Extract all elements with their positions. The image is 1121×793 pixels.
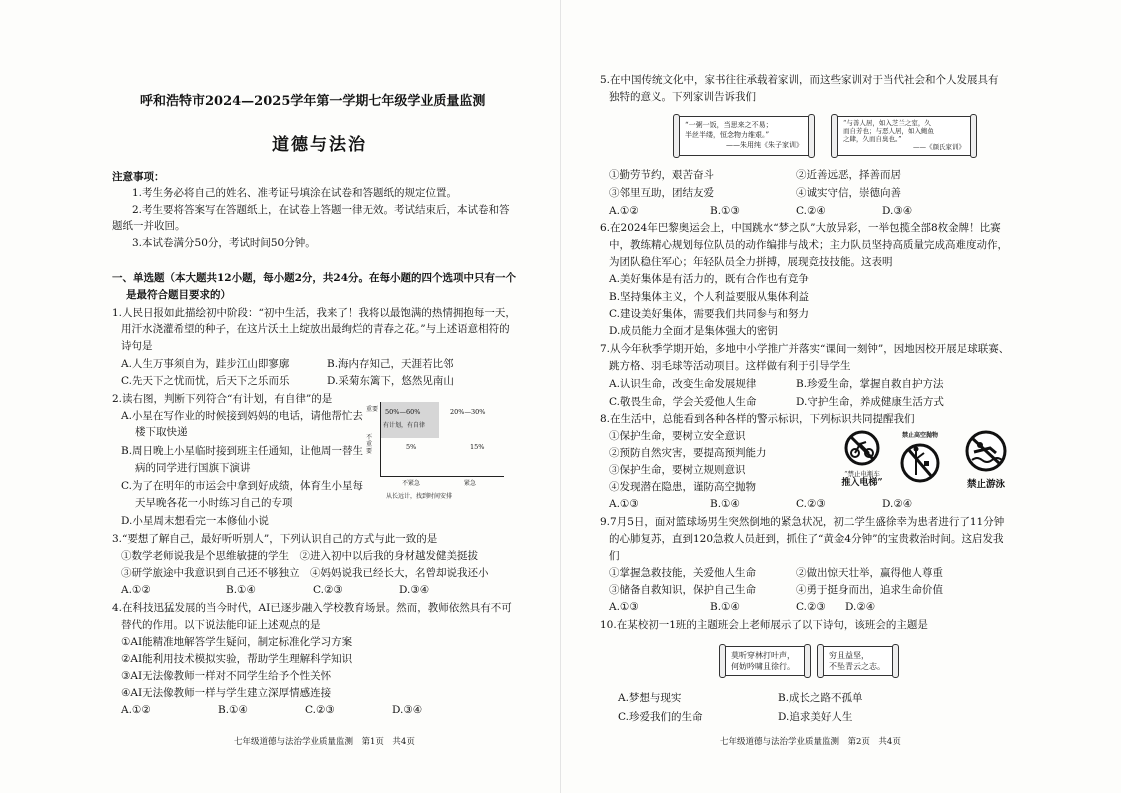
q9-item-1: ①掌握急救技能，关爱他人生命 bbox=[609, 567, 756, 579]
family-motto-scroll-2 bbox=[836, 116, 972, 156]
q3-items: ①数学老师说我是个思维敏捷的学生 ②进入初中以后我的身材越发健美挺拔 bbox=[121, 550, 478, 562]
q10-option-b: B.成长之路不孤单 bbox=[778, 692, 863, 704]
q1-stem: 1.人民日报如此描绘初中阶段：“初中生活，我来了！我将以最饱满的热情拥抱每一天， bbox=[112, 307, 516, 319]
q7-option-d: D.守护生命，养成健康生活方式 bbox=[796, 396, 944, 408]
q4-item: ①AI能精准地解答学生疑问，制定标准化学习方案 bbox=[121, 636, 353, 648]
q1-option-a: A.人生万事须自为，跬步江山即寥廓 bbox=[121, 358, 290, 370]
q2-option-b: B.周日晚上小星临时接到班主任通知，让他周一替生 bbox=[121, 445, 364, 457]
cell-br: 15% bbox=[470, 443, 485, 451]
time-quadrant-figure bbox=[366, 398, 508, 490]
sign-3-label: 禁止游泳 bbox=[966, 479, 1005, 490]
q9-stem: 们 bbox=[609, 550, 620, 562]
q2-option-d: D.小星周末想看完一本修仙小说 bbox=[121, 515, 269, 527]
scroll-text: “与善人居，如入芝兰之室，久 bbox=[843, 119, 931, 127]
q2-option-c-cont: 天早晚各花一小时练习自己的专项 bbox=[135, 497, 293, 509]
q5-option-a: A.①② bbox=[609, 205, 639, 217]
poem-line: 莫听穿林打叶声， bbox=[731, 651, 795, 660]
y-axis-label: 重要 bbox=[366, 406, 379, 413]
q1-option-b: B.海内存知己，天涯若比邻 bbox=[327, 358, 454, 370]
q3-items: ③研学旅途中我意识到自己还不够独立 ④妈妈说我已经长大，名曾却说我还小 bbox=[121, 567, 489, 579]
poem-scroll-1 bbox=[724, 646, 806, 676]
x-axis bbox=[380, 476, 504, 477]
q1-stem: 用汗水浇灌希望的种子，在这片沃土上绽放出最绚烂的青春之花。”与上述语意相符的 bbox=[121, 323, 510, 335]
page-footer: 七年级道德与法治学业质量监测 第2页 共4页 bbox=[720, 737, 901, 747]
exam-title: 呼和浩特市2024—2025学年第一学期七年级学业质量监测 bbox=[140, 94, 486, 109]
scroll-text: 而自芳也；与恶人居，如入鲍鱼 bbox=[843, 127, 934, 135]
q4-item: ④AI无法像教师一样与学生建立深厚情感连接 bbox=[121, 687, 332, 699]
q4-item: ③AI无法像教师一样对不同学生给予个性关怀 bbox=[121, 670, 332, 682]
q5-option-d: D.③④ bbox=[882, 205, 913, 217]
sign-no-swimming bbox=[950, 430, 1022, 488]
notice-line: 3.本试卷满分50分，考试时间50分钟。 bbox=[132, 237, 316, 249]
q4-stem: 4.在科技迅猛发展的当今时代，AI已逐步融入学校教育场景。然而，教师依然具有不可 bbox=[112, 602, 512, 614]
q2-option-a: A.小星在写作业的时候接到妈妈的电话，请他帮忙去 bbox=[121, 410, 363, 422]
q4-stem: 替代的作用。以下说法能印证上述观点的是 bbox=[121, 619, 321, 631]
y-axis-label-2: 不重要 bbox=[366, 434, 373, 455]
q8-item: ④发现潜在隐患，谨防高空抛物 bbox=[609, 481, 756, 493]
q2-option-b-cont: 病的同学进行国旗下演讲 bbox=[135, 462, 251, 474]
cell-bl: 5% bbox=[406, 443, 417, 451]
q8-option-a: A.①③ bbox=[609, 498, 639, 510]
q10-option-d: D.追求美好人生 bbox=[778, 711, 853, 723]
q8-option-b: B.①④ bbox=[710, 498, 740, 510]
q4-option-b: B.①④ bbox=[218, 704, 248, 716]
q6-option-b: B.坚持集体主义，个人利益要服从集体利益 bbox=[609, 291, 810, 303]
scroll-source: ——《颜氏家训》 bbox=[913, 143, 965, 151]
figure-caption: 从长远计，找到时间安排 bbox=[386, 493, 453, 500]
q8-item: ①保护生命，要树立安全意识 bbox=[609, 430, 746, 442]
page-footer: 七年级道德与法治学业质量监测 第1页 共4页 bbox=[234, 737, 415, 747]
q3-option-c: C.②③ bbox=[313, 584, 343, 596]
q5-stem: 5.在中国传统文化中，家书往往承载着家训，而这些家训对于当代社会和个人发展具有 bbox=[600, 74, 999, 86]
page-2 bbox=[560, 0, 1121, 793]
q3-stem: 3.“要想了解自己，最好听听别人”，下列认识自己的方式与此一致的是 bbox=[112, 533, 438, 545]
q1-option-c: C.先天下之忧而忧，后天下之乐而乐 bbox=[121, 375, 290, 387]
q6-stem: 为团队稳住军心；年轻队员全力拼搏，展现竞技技能。这表明 bbox=[609, 256, 893, 268]
q7-stem: 跳方格、羽毛球等活动项目。这样做有利于引导学生 bbox=[609, 360, 851, 372]
q7-option-c: C.敬畏生命，学会关爱他人生命 bbox=[609, 396, 757, 408]
q6-option-c: C.建设美好集体，需要我们共同参与和努力 bbox=[609, 308, 809, 320]
q3-option-d: D.③④ bbox=[399, 584, 430, 596]
q9-stem: 的心肺复苏，直到120急救人员赶到，抓住了“黄金4分钟”的宝贵救治时间。这启发我 bbox=[609, 533, 1004, 545]
scroll-text: 之肆，久而自臭也。” bbox=[843, 135, 902, 143]
q5-item-2: ②近善远恶，择善而居 bbox=[796, 169, 901, 181]
q10-option-c: C.珍爱我们的生命 bbox=[618, 711, 703, 723]
poem-scroll-2 bbox=[822, 646, 894, 676]
q5-item-1: ①勤劳节约，艰苦奋斗 bbox=[609, 169, 714, 181]
q9-stem: 9.7月5日，面对篮球场男生突然倒地的紧急状况，初二学生盛徐幸为患者进行了11分钟 bbox=[600, 516, 1005, 528]
no-swimming-icon bbox=[950, 430, 1022, 472]
sign-text-2: 推入电梯” bbox=[841, 478, 883, 488]
q9-option-a: A.①③ bbox=[609, 601, 639, 613]
q7-option-a: A.认识生命，改变生命发展规律 bbox=[609, 378, 757, 390]
cell-tl-note: 有计划，有自律 bbox=[383, 422, 426, 429]
q9-item-3: ③储备自救知识，保护自己生命 bbox=[609, 584, 756, 596]
q1-option-d: D.采菊东篱下，悠然见南山 bbox=[327, 375, 454, 387]
q2-option-c: C.为了在明年的市运会中拿到好成绩，体育生小星每 bbox=[121, 480, 363, 492]
q5-option-c: C.②④ bbox=[796, 205, 826, 217]
q2-stem: 2.读右图，判断下列符合“有计划，有自律”的是 bbox=[112, 393, 333, 405]
notice-heading: 注意事项： bbox=[112, 171, 165, 183]
q6-stem: 中，教练精心规划每位队员的动作编排与战术；主力队员坚持高质量完成高难度动作， bbox=[609, 239, 1008, 251]
cell-tl: 50%—60% bbox=[385, 408, 421, 416]
q5-option-b: B.①③ bbox=[710, 205, 740, 217]
q9-option-d: D.②④ bbox=[845, 601, 876, 613]
sign-no-high-throwing bbox=[888, 430, 952, 488]
sign-text-1: “禁止电瓶车 bbox=[844, 470, 880, 478]
q8-item: ②预防自然灾害，要提高预判能力 bbox=[609, 447, 767, 459]
subject-title: 道德与法治 bbox=[272, 135, 367, 155]
x-axis-label-2: 紧急 bbox=[464, 480, 477, 487]
q3-option-b: B.①④ bbox=[226, 584, 256, 596]
q5-stem: 独特的意义。下列家训告诉我们 bbox=[609, 91, 756, 103]
q9-item-4: ④勇于挺身而出，追求生命价值 bbox=[796, 584, 943, 596]
scroll-text: 半丝半缕，恒念物力维艰。” bbox=[685, 131, 770, 139]
section-heading: 一、单选题（本大题共12小题，每小题2分，共24分。在每小题的四个选项中只有一个 bbox=[112, 272, 517, 284]
poem-line: 穷且益坚， bbox=[829, 651, 869, 660]
sign-2-label: 禁止高空抛物 bbox=[901, 432, 938, 439]
q4-option-c: C.②③ bbox=[305, 704, 335, 716]
family-motto-scroll-1 bbox=[678, 116, 810, 156]
q7-option-b: B.珍爱生命，掌握自救自护方法 bbox=[796, 378, 944, 390]
q4-option-a: A.①② bbox=[121, 704, 151, 716]
q6-stem: 6.在2024年巴黎奥运会上，中国跳水“梦之队”大放异彩，一举包揽全部8枚金牌！比赛 bbox=[600, 222, 1001, 234]
q4-item: ②AI能利用技术模拟实验，帮助学生理解科学知识 bbox=[121, 653, 353, 665]
q5-item-4: ④诚实守信，崇德向善 bbox=[796, 187, 901, 199]
x-axis-label-1: 不紧急 bbox=[402, 480, 421, 487]
q10-stem: 10.在某校初一1班的主题班会上老师展示了以下诗句，该班会的主题是 bbox=[600, 619, 928, 631]
q8-item: ③保护生命，要树立规则意识 bbox=[609, 464, 746, 476]
q9-option-b: B.①④ bbox=[710, 601, 740, 613]
q9-item-2: ②做出惊天壮举，赢得他人尊重 bbox=[796, 567, 943, 579]
scroll-source: ——朱用纯《朱子家训》 bbox=[726, 141, 803, 149]
scroll-text: “一粥一饭，当思来之不易； bbox=[685, 121, 773, 129]
poem-line: 不坠青云之志。 bbox=[829, 662, 885, 671]
q7-stem: 7.从今年秋季学期开始，多地中小学推广并落实“课间一刻钟”，因地因校开展足球联赛、 bbox=[600, 343, 1010, 355]
q8-option-d: D.②④ bbox=[882, 498, 913, 510]
no-throwing-icon bbox=[888, 439, 952, 487]
q3-option-a: A.①② bbox=[121, 584, 151, 596]
q6-option-d: D.成员能力全面才是集体强大的密钥 bbox=[609, 325, 778, 337]
section-heading-cont: 是最符合题目要求的） bbox=[126, 289, 231, 301]
q4-option-d: D.③④ bbox=[392, 704, 423, 716]
q1-stem: 诗句是 bbox=[121, 340, 153, 352]
page-1 bbox=[0, 0, 560, 793]
q6-option-a: A.美好集体是有活力的，既有合作也有竞争 bbox=[609, 273, 809, 285]
q5-item-3: ③邻里互助，团结友爱 bbox=[609, 187, 714, 199]
q2-option-a-cont: 楼下取快递 bbox=[135, 426, 188, 438]
q10-option-a: A.梦想与现实 bbox=[618, 692, 682, 704]
q9-option-c: C.②③ bbox=[796, 601, 826, 613]
cell-tr: 20%—30% bbox=[450, 408, 486, 416]
notice-line: 1.考生务必将自己的姓名、准考证号填涂在试卷和答题纸的规定位置。 bbox=[132, 187, 458, 199]
notice-line: 2.考生要将答案写在答题纸上，在试卷上答题一律无效。考试结束后，本试卷和答 bbox=[132, 204, 510, 216]
poem-line: 何妨吟啸且徐行。 bbox=[731, 662, 795, 671]
q8-stem: 8.在生活中，总能看到各种各样的警示标识，下列标识共同提醒我们 bbox=[600, 413, 915, 425]
notice-line: 题纸一并收回。 bbox=[112, 220, 186, 232]
q8-option-c: C.②③ bbox=[796, 498, 826, 510]
